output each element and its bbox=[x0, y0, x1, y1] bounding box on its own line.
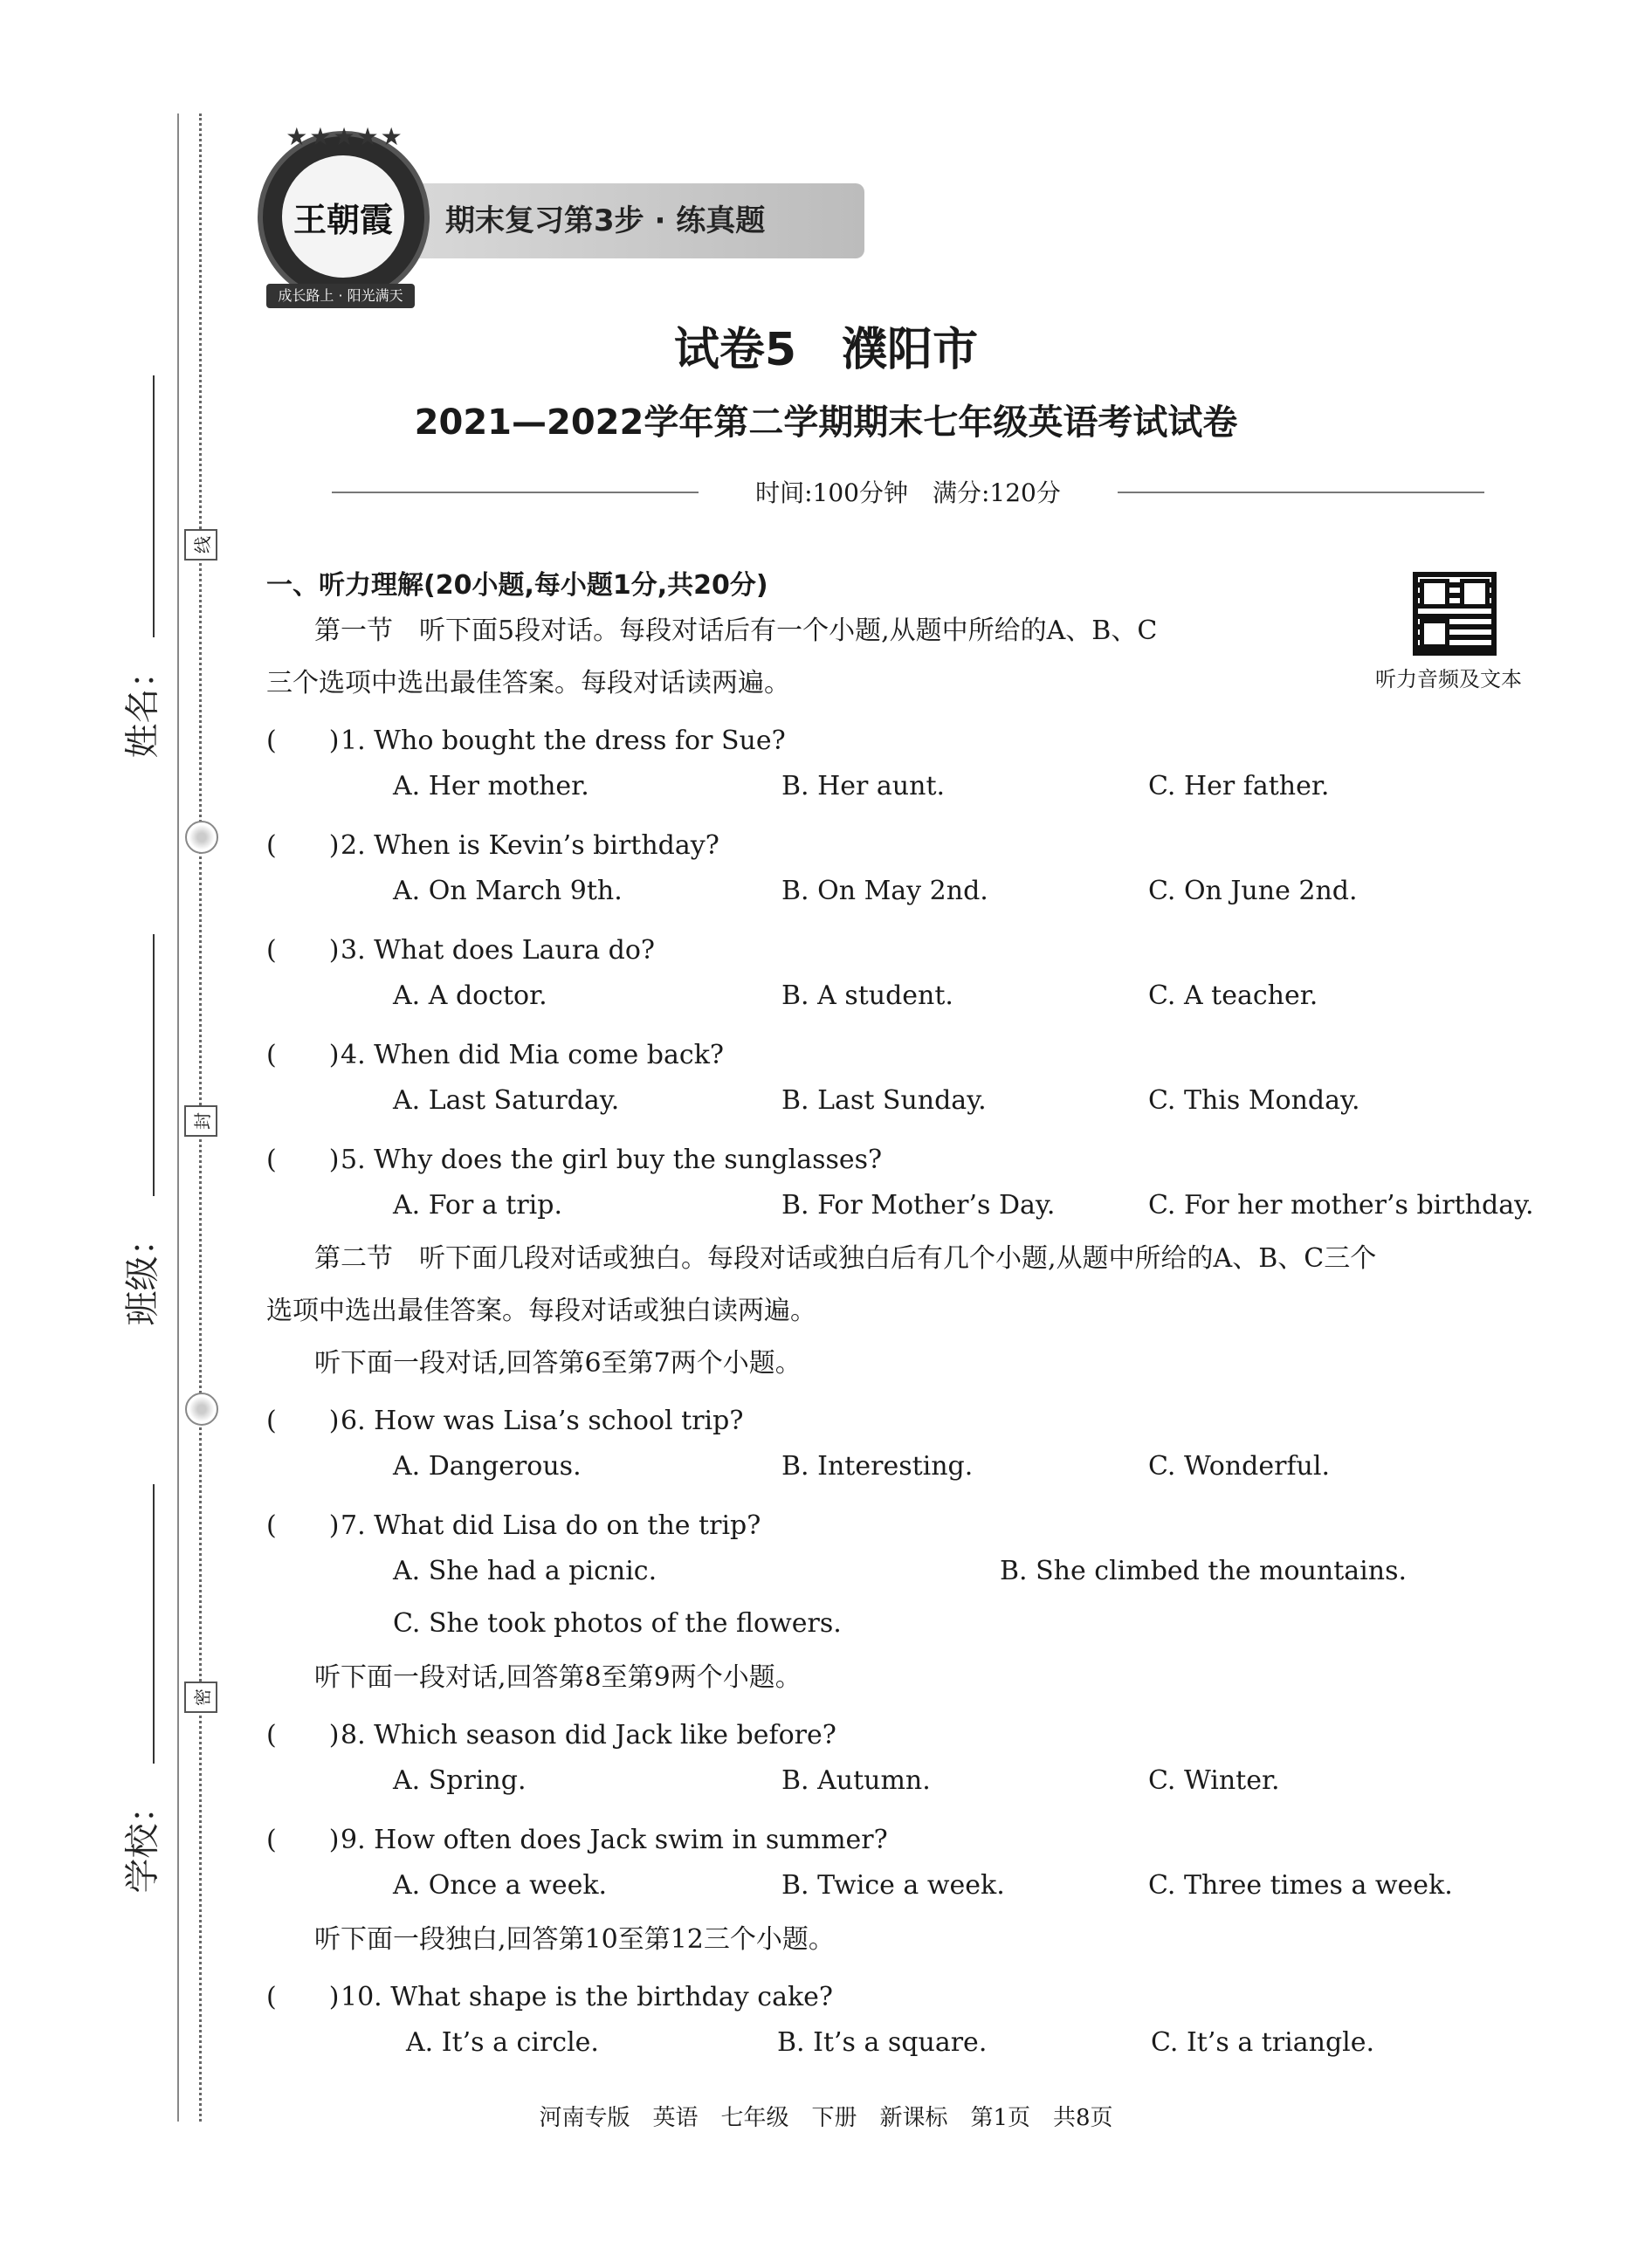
option-a: A. On March 9th. bbox=[393, 876, 623, 906]
option-b: B. Her aunt. bbox=[781, 771, 946, 801]
option-c: C. Wonderful. bbox=[1148, 1451, 1330, 1482]
option-b: B. Interesting. bbox=[781, 1451, 974, 1482]
option-b: B. Last Sunday. bbox=[781, 1085, 987, 1116]
option-c: C. Winter. bbox=[1148, 1765, 1280, 1796]
option-a: A. It’s a circle. bbox=[406, 2027, 599, 2058]
answer-blank[interactable]: ( ) bbox=[266, 1145, 340, 1175]
question-4 bbox=[266, 1033, 724, 1071]
school-label: 学校： bbox=[122, 1788, 163, 1894]
class-label: 班级： bbox=[122, 1221, 163, 1326]
question-text: 1. Who bought the dress for Sue? bbox=[341, 726, 786, 756]
page-subtitle: 2021—2022学年第二学期期末七年级英语考试试卷 bbox=[414, 402, 1238, 443]
question-text: 7. What did Lisa do on the trip? bbox=[341, 1510, 761, 1541]
option-a: A. A doctor. bbox=[393, 980, 547, 1011]
question-text: 9. How often does Jack swim in summer? bbox=[341, 1825, 888, 1855]
question-6 bbox=[266, 1399, 743, 1437]
option-c: C. She took photos of the flowers. bbox=[393, 1608, 842, 1639]
part1-line2: 三个选项中选出最佳答案。每段对话读两遍。 bbox=[266, 668, 790, 698]
answer-blank[interactable]: ( ) bbox=[266, 1720, 340, 1750]
question-3 bbox=[266, 928, 655, 966]
option-a: A. She had a picnic. bbox=[393, 1556, 657, 1586]
option-b: B. It’s a square. bbox=[777, 2027, 988, 2058]
flower-icon bbox=[185, 1393, 218, 1426]
question-text: 4. When did Mia come back? bbox=[341, 1040, 724, 1070]
option-a: A. Her mother. bbox=[393, 771, 589, 801]
question-8 bbox=[266, 1713, 836, 1751]
logo-text: 王朝霞 bbox=[282, 155, 404, 278]
question-5 bbox=[266, 1138, 882, 1176]
question-10 bbox=[266, 1975, 833, 2013]
logo-badge bbox=[258, 131, 430, 303]
page-title: 试卷5 濮阳市 bbox=[673, 324, 979, 376]
question-7 bbox=[266, 1503, 761, 1542]
option-c: C. This Monday. bbox=[1148, 1085, 1360, 1116]
option-c: C. A teacher. bbox=[1148, 980, 1318, 1011]
page-footer: 河南专版 英语 七年级 下册 新课标 第1页 共8页 bbox=[539, 2105, 1113, 2131]
school-field[interactable] bbox=[153, 1484, 155, 1764]
time-info-row bbox=[332, 474, 1484, 509]
question-text: 3. What does Laura do? bbox=[341, 935, 655, 966]
qr-caption: 听力音频及文本 bbox=[1375, 667, 1522, 691]
answer-blank[interactable]: ( ) bbox=[266, 1982, 340, 2012]
intro-8-9: 听下面一段对话,回答第8至第9两个小题。 bbox=[314, 1662, 802, 1693]
qr-code-icon[interactable] bbox=[1413, 572, 1497, 656]
seal-xian: 线 bbox=[184, 529, 217, 561]
part1-line1: 第一节 听下面5段对话。每段对话后有一个小题,从题中所给的A、B、C bbox=[314, 616, 1158, 646]
option-a: A. Spring. bbox=[393, 1765, 527, 1796]
option-b: B. A student. bbox=[781, 980, 953, 1011]
review-banner: 期末复习第3步 · 练真题 bbox=[410, 183, 864, 258]
option-a: A. For a trip. bbox=[393, 1190, 563, 1221]
option-b: B. For Mother’s Day. bbox=[781, 1190, 1056, 1221]
option-c: C. For her mother’s birthday. bbox=[1148, 1190, 1534, 1221]
name-label: 姓名： bbox=[122, 653, 163, 759]
question-9 bbox=[266, 1818, 888, 1856]
answer-blank[interactable]: ( ) bbox=[266, 830, 340, 861]
question-text: 8. Which season did Jack like before? bbox=[341, 1720, 836, 1750]
part2-line2: 选项中选出最佳答案。每段对话或独白读两遍。 bbox=[266, 1296, 816, 1326]
option-b: B. On May 2nd. bbox=[781, 876, 988, 906]
question-text: 6. How was Lisa’s school trip? bbox=[341, 1406, 744, 1436]
time-info: 时间:100分钟 满分:120分 bbox=[734, 474, 1082, 509]
answer-blank[interactable]: ( ) bbox=[266, 1406, 340, 1436]
option-c: C. Three times a week. bbox=[1148, 1870, 1453, 1901]
answer-blank[interactable]: ( ) bbox=[266, 935, 340, 966]
option-a: A. Dangerous. bbox=[393, 1451, 582, 1482]
section-heading: 一、听力理解(20小题,每小题1分,共20分) bbox=[266, 570, 768, 601]
option-b: B. Autumn. bbox=[781, 1765, 931, 1796]
star-icon: ★★★★★ bbox=[286, 122, 404, 151]
question-text: 5. Why does the girl buy the sunglasses? bbox=[341, 1145, 883, 1175]
question-text: 2. When is Kevin’s birthday? bbox=[341, 830, 719, 861]
answer-blank[interactable]: ( ) bbox=[266, 1040, 340, 1070]
seal-mi: 密 bbox=[184, 1682, 217, 1713]
answer-blank[interactable]: ( ) bbox=[266, 1825, 340, 1855]
option-b: B. She climbed the mountains. bbox=[1000, 1556, 1408, 1586]
intro-10-12: 听下面一段独白,回答第10至第12三个小题。 bbox=[314, 1924, 835, 1955]
class-field[interactable] bbox=[153, 934, 155, 1196]
option-c: C. On June 2nd. bbox=[1148, 876, 1358, 906]
intro-6-7: 听下面一段对话,回答第6至第7两个小题。 bbox=[314, 1348, 802, 1379]
option-c: C. It’s a triangle. bbox=[1151, 2027, 1375, 2058]
answer-blank[interactable]: ( ) bbox=[266, 726, 340, 756]
question-text: 10. What shape is the birthday cake? bbox=[341, 1982, 833, 2012]
logo-ribbon: 成长路上 · 阳光满天 bbox=[266, 284, 415, 308]
answer-blank[interactable]: ( ) bbox=[266, 1510, 340, 1541]
seal-feng: 封 bbox=[184, 1105, 217, 1137]
flower-icon bbox=[185, 821, 218, 854]
option-a: A. Once a week. bbox=[393, 1870, 608, 1901]
option-a: A. Last Saturday. bbox=[393, 1085, 620, 1116]
part2-line1: 第二节 听下面几段对话或独白。每段对话或独白后有几个小题,从题中所给的A、B、C三个 bbox=[314, 1243, 1377, 1274]
option-b: B. Twice a week. bbox=[781, 1870, 1005, 1901]
option-c: C. Her father. bbox=[1148, 771, 1330, 801]
question-1 bbox=[266, 719, 786, 757]
question-2 bbox=[266, 823, 719, 862]
